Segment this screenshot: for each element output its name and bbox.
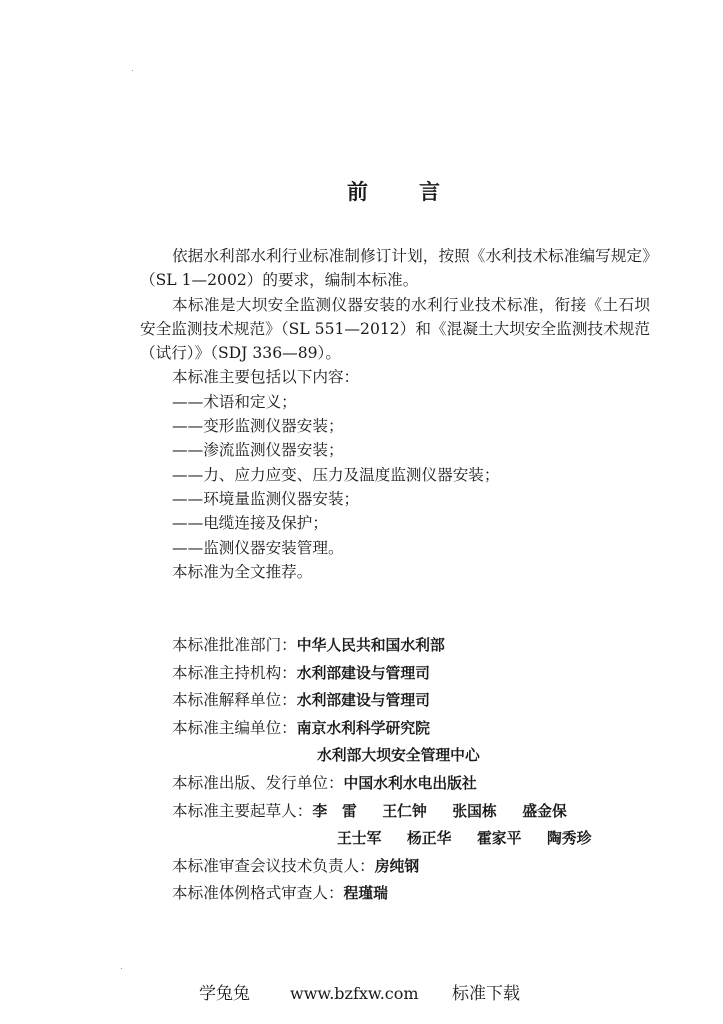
publisher-value: 中国水利水电出版社 [343, 774, 477, 792]
drafters-names-row1 [312, 799, 592, 826]
drafter-name: 霍家平 [477, 830, 522, 848]
review-value: 房纯钢 [374, 857, 420, 875]
publisher-label: 本标准出版、发行单位： [172, 773, 344, 792]
contents-item: ——监测仪器安装管理。 [172, 538, 344, 557]
info-row-host [172, 660, 672, 688]
paragraph-scope: 本标准是大坝安全监测仪器安装的水利行业技术标准，衔接《土石坝安全监测技术规范》（SL 551—2012）和《混凝土大坝安全监测技术规范（试行）》（SDJ 336—89）。 [140, 295, 650, 363]
drafters-names-row2 [337, 826, 617, 853]
drafter-name: 杨正华 [407, 830, 452, 848]
scan-speck [132, 70, 133, 71]
contents-item: ——力、应力应变、压力及温度监测仪器安装； [172, 465, 500, 484]
scan-speck [121, 968, 122, 969]
contents-item: ——术语和定义； [172, 392, 297, 411]
title-char-2: 言 [419, 180, 440, 204]
info-row-approve [172, 632, 672, 660]
drafter-name: 盛金保 [522, 802, 567, 820]
review-label: 本标准审查会议技术负责人： [172, 856, 375, 875]
format-value: 程瑾瑞 [343, 885, 388, 903]
drafter-name: 李 雷 [312, 802, 357, 820]
info-row-drafters-cont [172, 825, 672, 853]
interpret-value: 水利部建设与管理司 [296, 692, 430, 710]
drafter-name: 王士军 [337, 830, 382, 848]
approve-value: 中华人民共和国水利部 [296, 637, 445, 654]
editor-label: 本标准主编单位： [172, 718, 297, 737]
footer-url: www.bzfxw.com [290, 984, 419, 1003]
info-row-editor-cont [172, 742, 672, 770]
paragraph-recommendation: 本标准为全文推荐。 [172, 562, 313, 581]
host-label: 本标准主持机构： [172, 663, 297, 682]
footer-site-name: 学兔兔 [199, 984, 250, 1004]
contents-item: ——变形监测仪器安装； [172, 417, 344, 436]
editor-value-2: 水利部大坝安全管理中心 [317, 747, 480, 765]
info-row-editor [172, 715, 672, 743]
paragraph-contents-intro: 本标准主要包括以下内容： [172, 368, 360, 387]
info-row-review [172, 853, 672, 881]
info-row-publisher [172, 770, 672, 798]
drafters-label: 本标准主要起草人： [172, 801, 313, 820]
info-row-interpret [172, 687, 672, 715]
contents-item: ——渗流监测仪器安装； [172, 441, 344, 460]
drafter-name: 王仁钟 [382, 802, 427, 820]
title-char-1: 前 [347, 180, 368, 204]
info-row-format [172, 880, 672, 908]
info-row-drafters [172, 798, 672, 826]
standard-info-block [172, 632, 672, 908]
contents-item: ——环境量监测仪器安装； [172, 489, 360, 508]
contents-item: ——电缆连接及保护； [172, 514, 328, 533]
editor-value-1: 南京水利科学研究院 [296, 719, 430, 737]
foreword-body [140, 244, 650, 584]
drafter-name: 陶秀珍 [547, 830, 592, 848]
footer-tagline: 标准下载 [452, 984, 520, 1004]
approve-label: 本标准批准部门： [172, 636, 297, 654]
format-label: 本标准体例格式审查人： [172, 884, 344, 903]
interpret-label: 本标准解释单位： [172, 691, 297, 710]
paragraph-basis: 依据水利部水利行业标准制修订计划，按照《水利技术标准编写规定》（SL 1—2002）的要求，编制本标准。 [140, 247, 650, 290]
drafter-name: 张国栋 [452, 802, 497, 820]
host-value: 水利部建设与管理司 [296, 664, 430, 682]
